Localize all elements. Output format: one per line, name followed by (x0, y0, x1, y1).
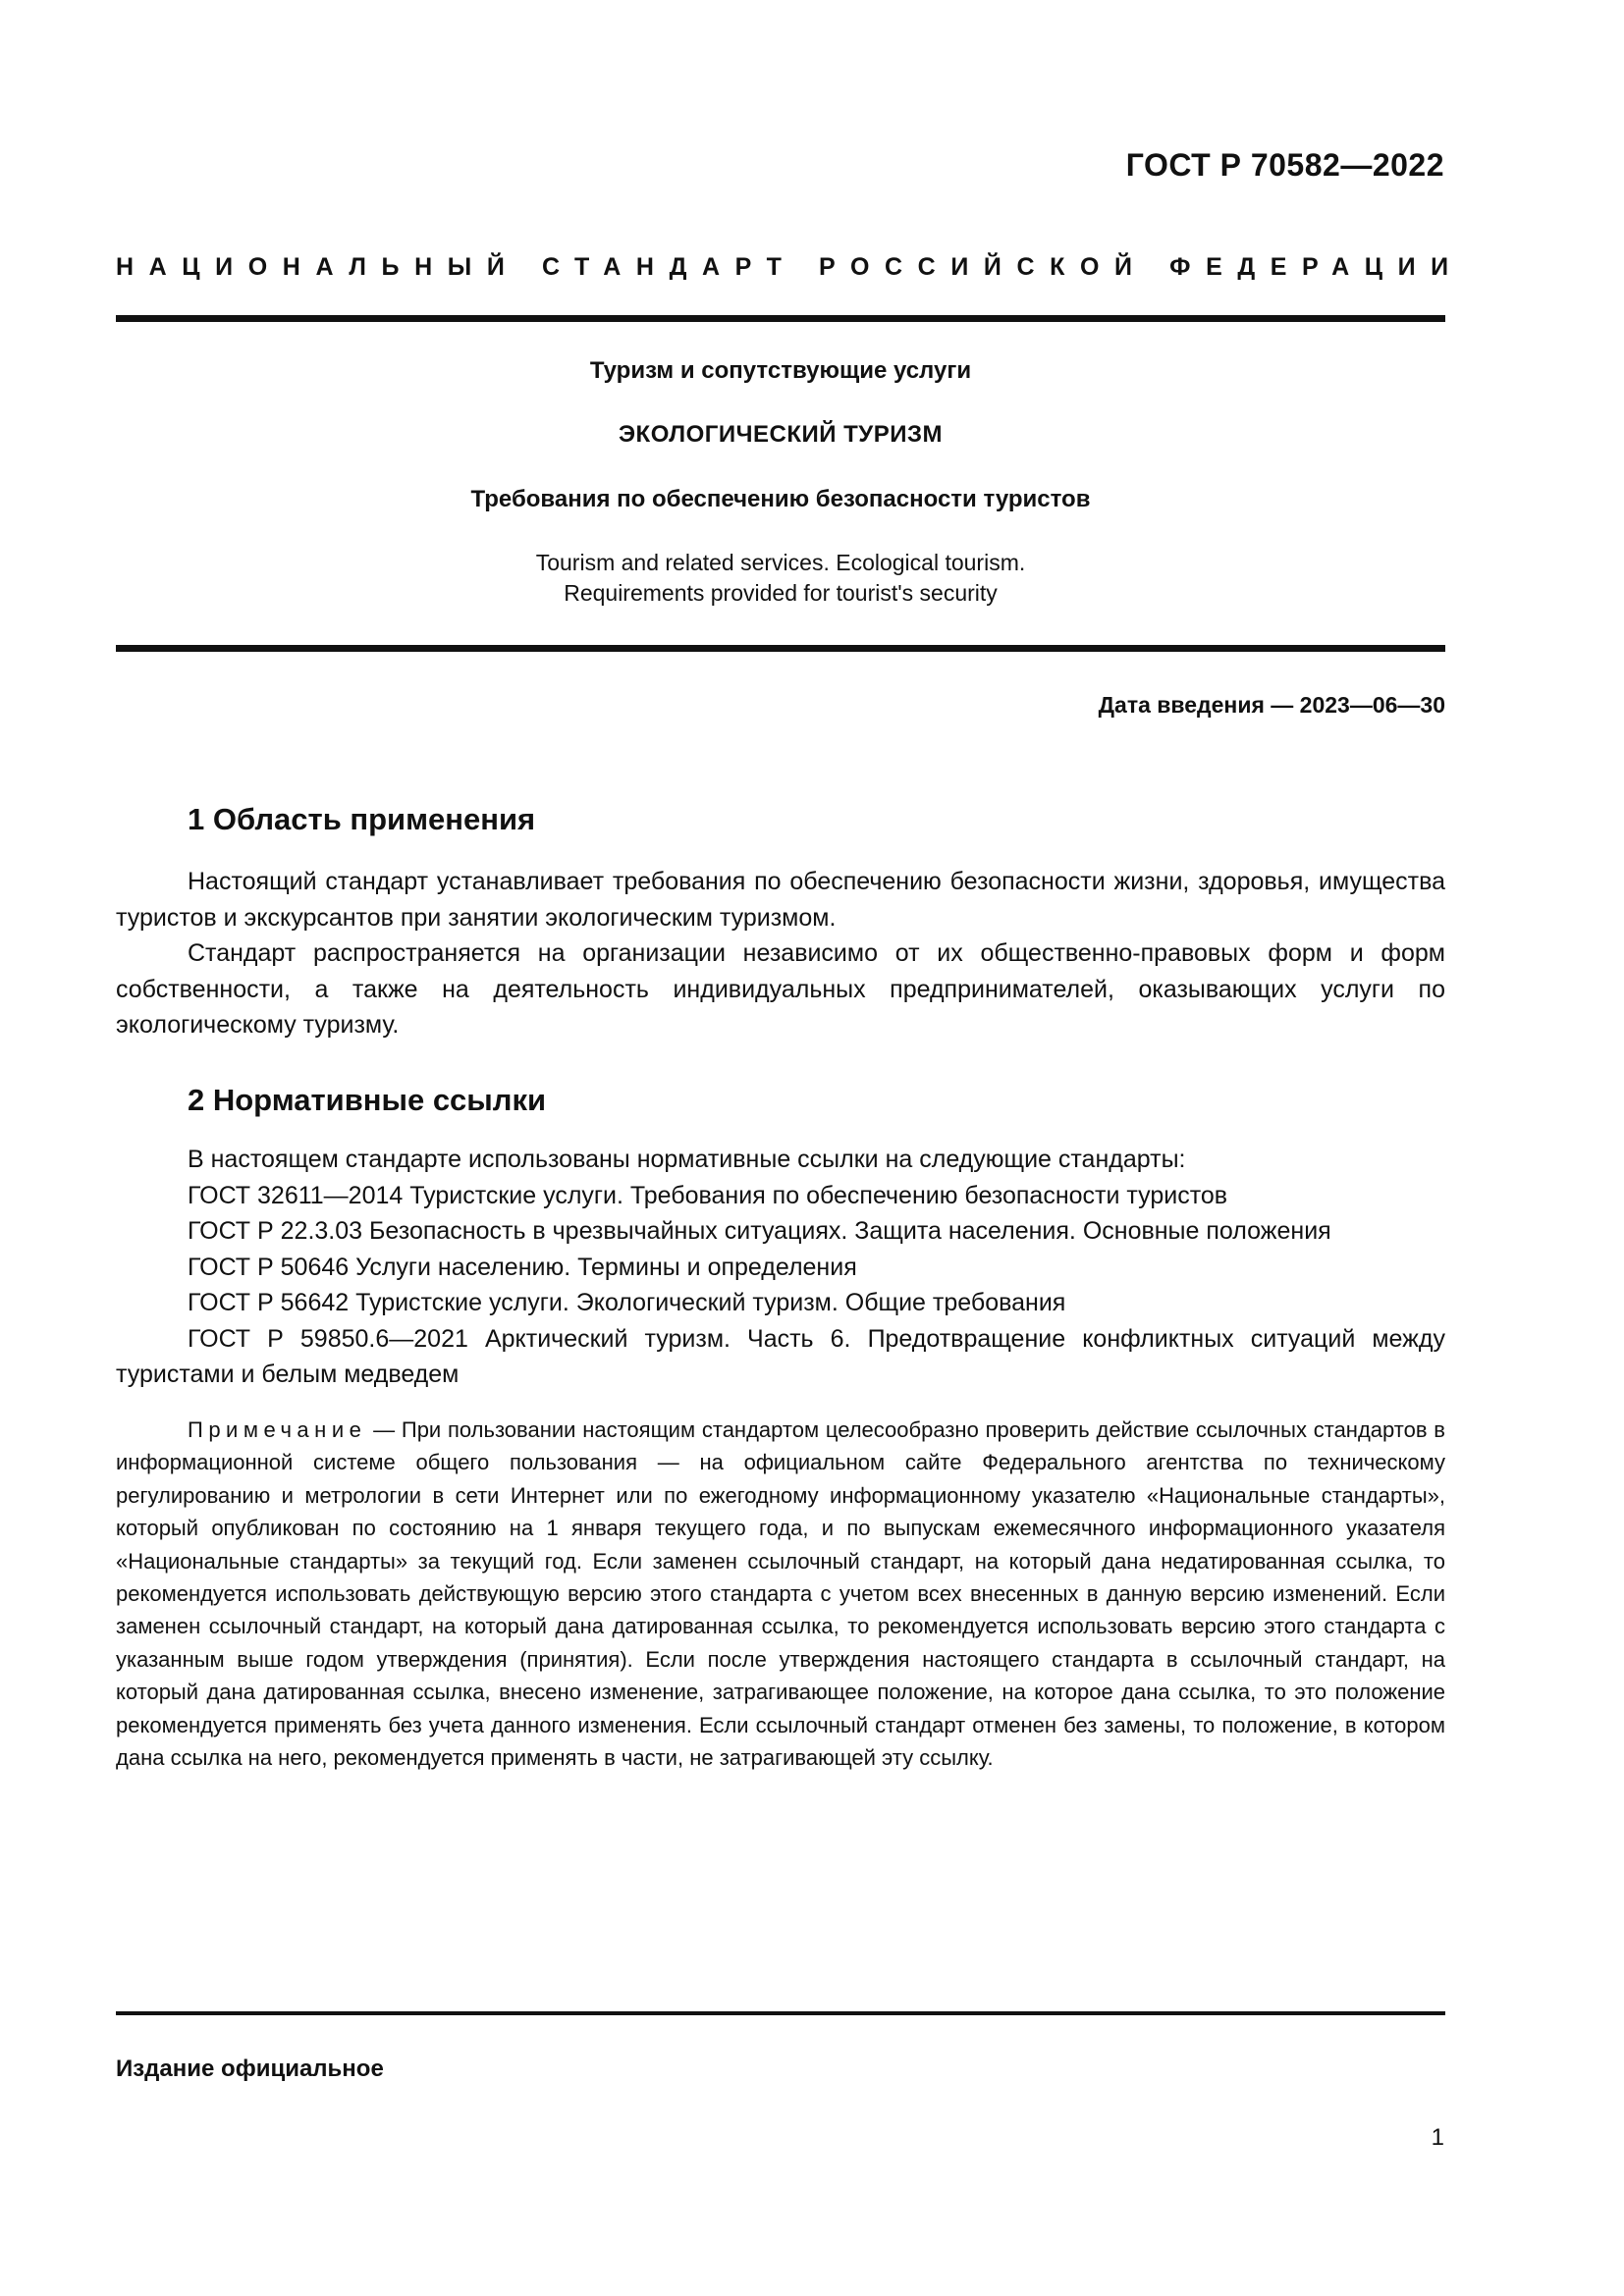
english-title (116, 548, 1445, 609)
reference-item: ГОСТ Р 50646 Услуги населению. Термины и определения (188, 1253, 857, 1281)
title-subtitle-requirements: Требования по обеспечению безопасности туристов (470, 486, 1091, 512)
section-1-paragraph: Настоящий стандарт устанавливает требования по обеспечению безопасности жизни, здоровья, имущества туристов и экскурсантов при занятии экологическим туризмом. (116, 868, 1445, 932)
reference-item: ГОСТ Р 56642 Туристские услуги. Экологический туризм. Общие требования (188, 1289, 1066, 1316)
note-label: Примечание (188, 1417, 367, 1442)
english-title-line-1: Tourism and related services. Ecological tourism. (535, 550, 1026, 575)
national-standard-banner: НАЦИОНАЛЬНЫЙ СТАНДАРТ РОССИЙСКОЙ ФЕДЕРАЦИИ (116, 253, 1464, 281)
note-paragraph (116, 1414, 1445, 1774)
section-1-body (116, 864, 1445, 1043)
section-1-heading: 1 Область применения (188, 802, 536, 836)
official-edition-label: Издание официальное (116, 2056, 384, 2082)
section-1-paragraph: Стандарт распространяется на организации независимо от их общественно-правовых форм и форм собственности, а также на деятельность индивидуальных предпринимателей, оказывающих услуги по экологическому туризму. (116, 939, 1445, 1039)
introduction-date: Дата введения — 2023—06—30 (1098, 692, 1445, 718)
section-2-heading: 2 Нормативные ссылки (188, 1083, 547, 1117)
reference-item: ГОСТ Р 59850.6—2021 Арктический туризм. Часть 6. Предотвращение конфликтных ситуаций между туристами и белым медведем (116, 1324, 1445, 1388)
section-2-body (116, 1142, 1445, 1393)
note-text: — При пользовании настоящим стандартом целесообразно проверить действие ссылочных стандартов в информационной системе общего пользования — на официальном сайте Федерального агентства по техническому регулированию и метрологии в сети Интернет или по ежегодному информационному указателю «Национальные стандарты», который опубликован по состоянию на 1 января текущего года, и по выпускам ежемесячного информационного указателя «Национальные стандарты» за текущий год. Если заменен ссылочный стандарт, на который дана недатированная ссылка, то рекомендуется использовать действующую версию этого стандарта с учетом всех внесенных в данную версию изменений. Если заменен ссылочный стандарт, на который дана датированная ссылка, то рекомендуется использовать версию этого стандарта с указанным выше годом утверждения (принятия). Если после утверждения настоящего стандарта в ссылочный стандарт, на который дана датированная ссылка, внесено изменение, затрагивающее положение, на которое дана ссылка, то это положение рекомендуется применять без учета данного изменения. Если ссылочный стандарт отменен без замены, то положение, в котором дана ссылка на него, рекомендуется применять в части, не затрагивающей эту ссылку. (116, 1417, 1445, 1771)
references-intro: В настоящем стандарте использованы нормативные ссылки на следующие стандарты: (188, 1146, 1186, 1173)
title-bottom-rule (116, 645, 1445, 652)
document-title: ЭКОЛОГИЧЕСКИЙ ТУРИЗМ (618, 421, 944, 448)
page-number: 1 (1431, 2124, 1444, 2151)
reference-item: ГОСТ 32611—2014 Туристские услуги. Требования по обеспечению безопасности туристов (188, 1181, 1228, 1209)
gost-number: ГОСТ Р 70582—2022 (1125, 147, 1444, 183)
english-title-line-2: Requirements provided for tourist's security (564, 580, 998, 606)
footer-rule (116, 2011, 1445, 2015)
top-rule (116, 315, 1445, 322)
title-subtitle: Туризм и сопутствующие услуги (589, 357, 972, 384)
reference-item: ГОСТ Р 22.3.03 Безопасность в чрезвычайных ситуациях. Защита населения. Основные положения (188, 1217, 1331, 1245)
